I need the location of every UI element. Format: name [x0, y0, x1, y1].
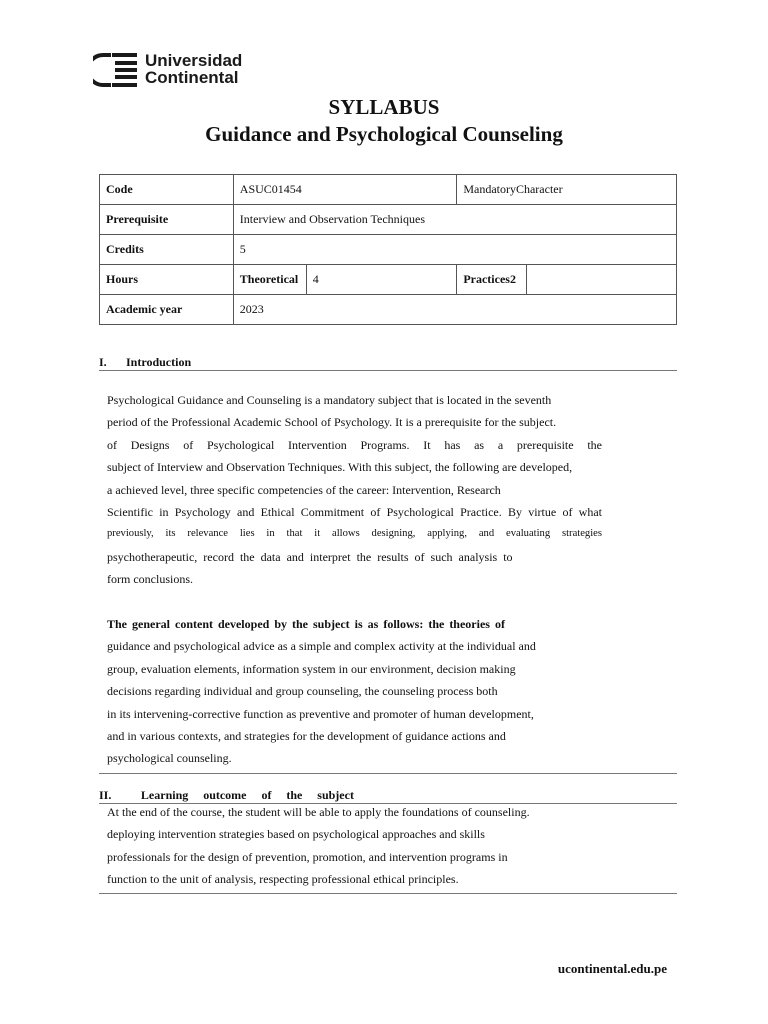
course-info-table [99, 174, 677, 325]
character-cell [457, 175, 677, 205]
character-text: MandatoryCharacter [463, 182, 563, 196]
logo-line2: Continental [145, 68, 239, 87]
code-label: Code [100, 175, 234, 205]
table-row [100, 205, 677, 235]
footer-url: ucontinental.edu.pe [557, 961, 667, 976]
text-line: period of the Professional Academic School of Psychology. It is a prerequisite for the subject. [107, 415, 557, 430]
text-line: deploying intervention strategies based on psychological approaches and skills [107, 827, 485, 842]
credits-label: Credits [100, 235, 234, 265]
text-line: psychotherapeutic, record the data and interpret the results of such analysis to [107, 549, 513, 564]
prerequisite-value: Interview and Observation Techniques [233, 205, 676, 235]
title-word: of [261, 788, 272, 802]
section-number: II. [99, 788, 112, 802]
text-line: At the end of the course, the student will be able to apply the foundations of counseling. [107, 805, 530, 819]
academic-year-value: 2023 [233, 295, 676, 325]
page-title: SYLLABUS [328, 95, 440, 119]
text-line: in its intervening-corrective function as preventive and promoter of human development, [107, 706, 534, 721]
text-line: group, evaluation elements, information system in our environment, decision making [107, 661, 516, 676]
section-heading-introduction [99, 355, 677, 371]
learning-outcome-paragraph [107, 801, 602, 891]
text-line: professionals for the design of prevention, promotion, and intervention programs in [107, 849, 508, 864]
practices-label: Practices2 [457, 265, 527, 295]
hours-label: Hours [100, 265, 234, 295]
introduction-paragraph-1 [107, 389, 602, 591]
introduction-paragraph-2 [107, 613, 602, 770]
page-subtitle: Guidance and Psychological Counseling [205, 122, 563, 146]
table-row [100, 265, 677, 295]
title-word: Learning [140, 788, 189, 802]
text-line: psychological counseling. [107, 751, 232, 766]
text-line: of Designs of Psychological Intervention Programs. It has as a prerequisite the [107, 437, 602, 452]
divider [99, 893, 677, 894]
table-row [100, 295, 677, 325]
divider [99, 773, 677, 774]
text-line: a achieved level, three specific competencies of the career: Intervention, Research [107, 482, 501, 497]
text-line: decisions regarding individual and group counseling, the counseling process both [107, 684, 498, 699]
text-line: and in various contexts, and strategies for the development of guidance actions and [107, 728, 506, 743]
theoretical-value: 4 [306, 265, 457, 295]
theoretical-label: Theoretical [233, 265, 306, 295]
code-value: ASUC01454 [233, 175, 457, 205]
text-line: The general content developed by the subject is as follows: the theories of [107, 617, 505, 631]
logo-text [145, 52, 242, 86]
title-word: outcome [203, 788, 247, 802]
text-line: subject of Interview and Observation Techniques. With this subject, the following are developed, [107, 460, 573, 475]
table-row [100, 235, 677, 265]
university-logo-icon [93, 52, 139, 88]
text-line: previously, its relevance lies in that it allows designing, applying, and evaluating strategies [107, 528, 602, 540]
logo-line1: Universidad [145, 51, 243, 70]
practices-value [527, 265, 677, 295]
text-line: Scientific in Psychology and Ethical Commitment of Psychological Practice. By virtue of what [107, 504, 602, 519]
section-title: Introduction [126, 355, 192, 369]
credits-value: 5 [233, 235, 676, 265]
academic-year-label: Academic year [100, 295, 234, 325]
university-logo [93, 52, 263, 88]
title-word: subject [317, 788, 354, 802]
title-word: the [286, 788, 303, 802]
text-line: function to the unit of analysis, respecting professional ethical principles. [107, 872, 459, 887]
text-line: Psychological Guidance and Counseling is a mandatory subject that is located in the seventh [107, 393, 552, 407]
section-number: I. [99, 355, 107, 369]
text-line: form conclusions. [107, 572, 193, 587]
table-row [100, 175, 677, 205]
prerequisite-label: Prerequisite [100, 205, 234, 235]
text-line: guidance and psychological advice as a simple and complex activity at the individual and [107, 639, 536, 654]
